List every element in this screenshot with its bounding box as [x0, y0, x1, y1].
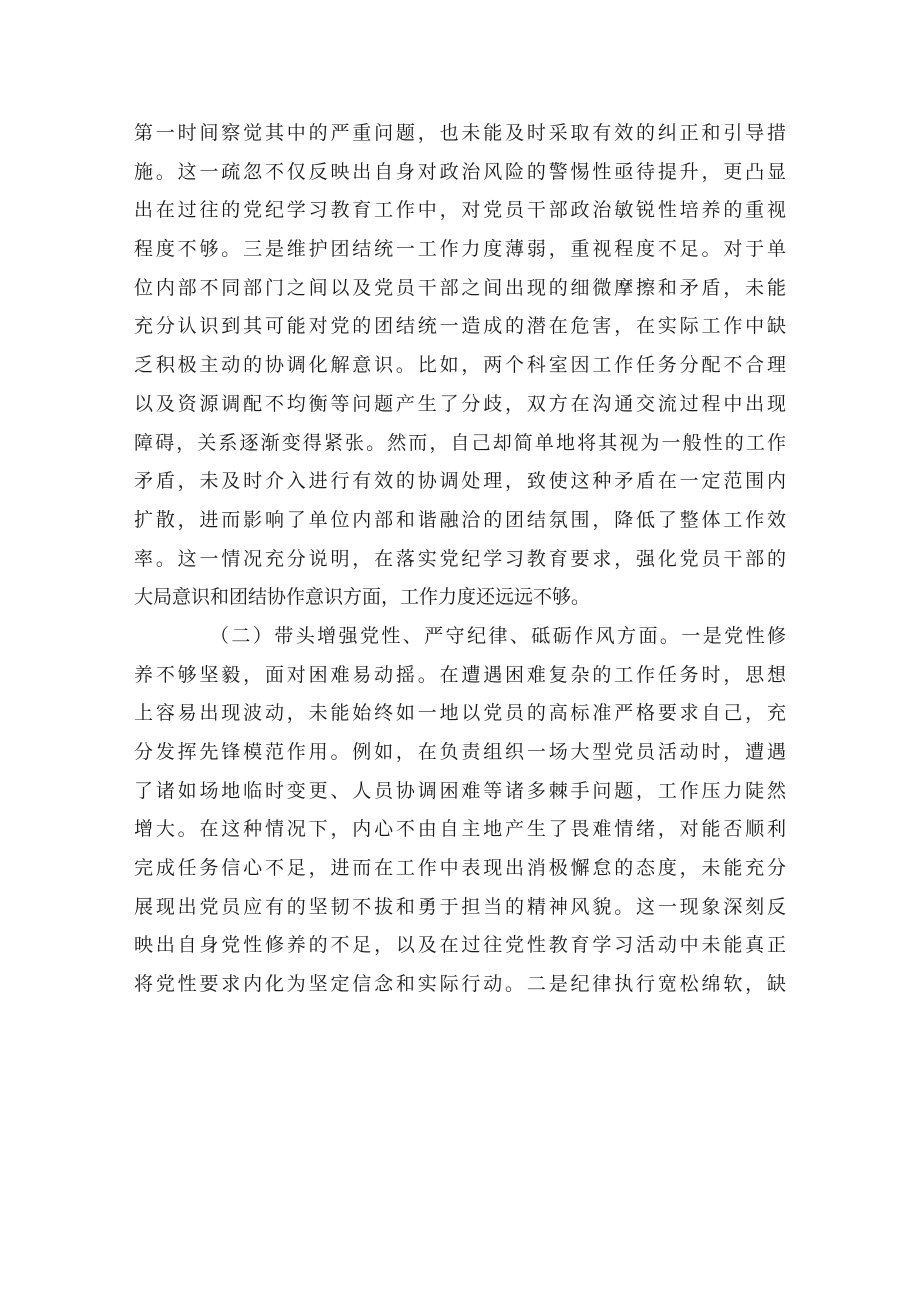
text-line: 扩散，进而影响了单位内部和谐融洽的团结氛围，降低了整体工作效 [134, 508, 786, 531]
text-line: 充分认识到其可能对党的团结统一造成的潜在危害，在实际工作中缺 [134, 315, 786, 338]
text-line: 分发挥先锋模范作用。例如，在负责组织一场大型党员活动时，遭遇 [134, 741, 786, 763]
text-line: 完成任务信心不足，进而在工作中表现出消极懈怠的态度，未能充分 [134, 857, 786, 880]
text-line: 矛盾，未及时介入进行有效的协调处理，致使这种矛盾在一定范围内 [134, 470, 786, 493]
text-line: 展现出党员应有的坚韧不拔和勇于担当的精神风貌。这一现象深刻反 [134, 895, 786, 918]
text-line: 位内部不同部门之间以及党员干部之间出现的细微摩擦和矛盾，未能 [134, 276, 786, 299]
text-line: 第一时间察觉其中的严重问题，也未能及时采取有效的纠正和引导措 [134, 122, 786, 144]
section-heading-line: （二）带头增强党性、严守纪律、砥砺作风方面。一是党性修 [210, 624, 786, 647]
text-line: 将党性要求内化为坚定信念和实际行动。二是纪律执行宽松绵软，缺 [134, 973, 786, 996]
text-line: 出在过往的党纪学习教育工作中，对党员干部政治敏锐性培养的重视 [134, 199, 786, 222]
text-line: 养不够坚毅，面对困难易动摇。在遭遇困难复杂的工作任务时，思想 [134, 663, 786, 686]
text-line: 率。这一情况充分说明，在落实党纪学习教育要求，强化党员干部的 [134, 547, 786, 570]
text-line: 大局意识和团结协作意识方面，工作力度还远远不够。 [134, 586, 591, 609]
body-text [134, 114, 786, 1004]
text-line: 以及资源调配不均衡等问题产生了分歧，双方在沟通交流过程中出现 [134, 392, 786, 415]
text-line: 程度不够。三是维护团结统一工作力度薄弱，重视程度不足。对于单 [134, 238, 786, 261]
text-line: 乏积极主动的协调化解意识。比如，两个科室因工作任务分配不合理 [134, 354, 786, 377]
text-line: 了诸如场地临时变更、人员协调困难等诸多棘手问题，工作压力陡然 [134, 779, 786, 802]
text-line: 映出自身党性修养的不足，以及在过往党性教育学习活动中未能真正 [134, 934, 786, 957]
text-line: 施。这一疏忽不仅反映出自身对政治风险的警惕性亟待提升，更凸显 [134, 160, 786, 183]
text-line: 障碍，关系逐渐变得紧张。然而，自己却简单地将其视为一般性的工作 [134, 431, 786, 454]
text-line: 上容易出现波动，未能始终如一地以党员的高标准严格要求自己，充 [134, 702, 786, 725]
text-line: 增大。在这种情况下，内心不由自主地产生了畏难情绪，对能否顺利 [134, 818, 786, 841]
